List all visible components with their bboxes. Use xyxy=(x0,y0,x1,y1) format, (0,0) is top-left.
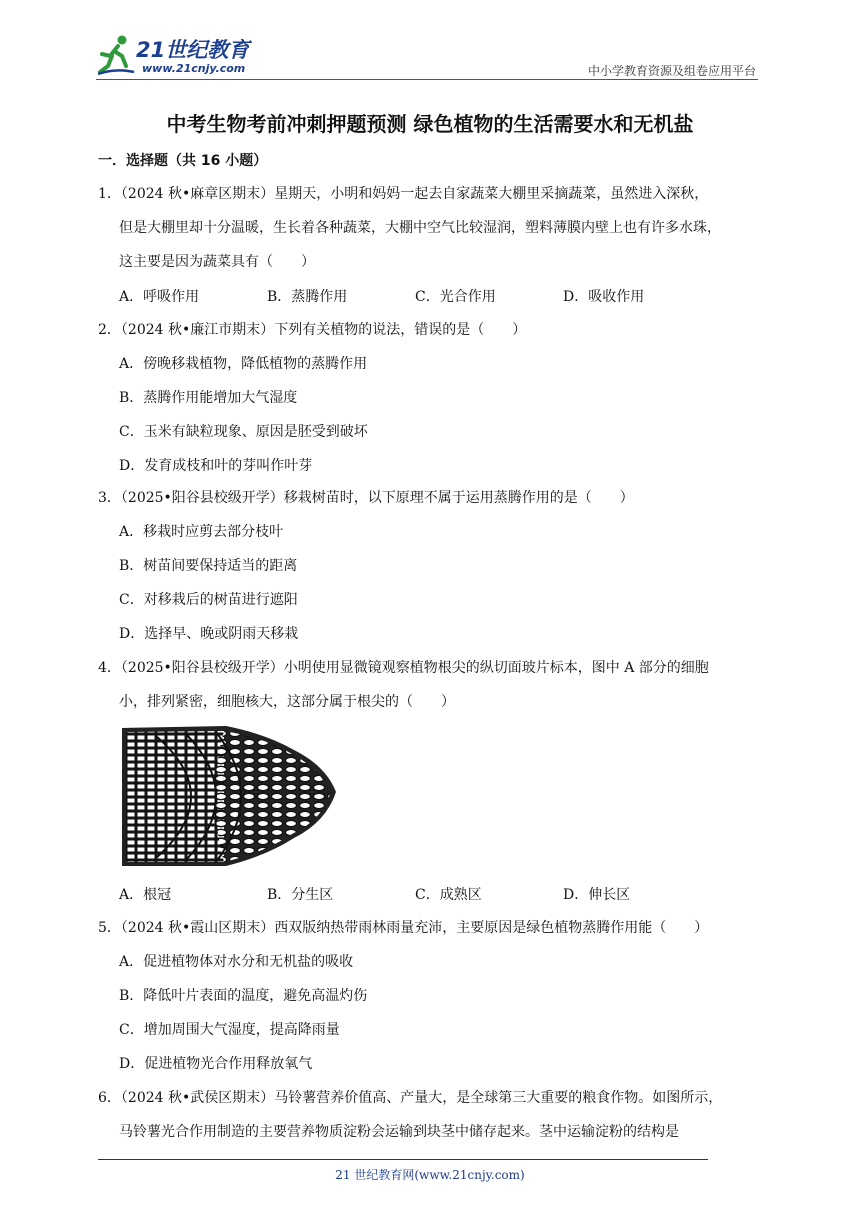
option-b[interactable]: B．分生区 xyxy=(267,887,334,903)
option-c[interactable]: C．玉米有缺粒现象、原因是胚受到破坏 xyxy=(119,424,368,440)
option-b[interactable]: B．蒸腾作用能增加大气湿度 xyxy=(119,390,298,406)
question-6-text: 马铃薯光合作用制造的主要营养物质淀粉会运输到块茎中储存起来。茎中运输淀粉的结构是 xyxy=(119,1124,679,1140)
logo-text: 21世纪教育 xyxy=(136,38,250,62)
question-1-text: 这主要是因为蔬菜具有（ ） xyxy=(119,254,315,270)
option-a[interactable]: A．促进植物体对水分和无机盐的吸收 xyxy=(119,954,354,970)
footer-divider xyxy=(98,1159,708,1160)
logo xyxy=(96,32,266,80)
option-a[interactable]: A．傍晚移栽植物，降低植物的蒸腾作用 xyxy=(119,356,368,372)
question-4-text: 4．（2025•阳谷县校级开学）小明使用显微镜观察植物根尖的纵切面玻片标本，图中 A 部分的细胞 xyxy=(98,660,709,676)
option-b[interactable]: B．蒸腾作用 xyxy=(267,289,348,305)
option-c[interactable]: C．增加周围大气湿度，提高降雨量 xyxy=(119,1022,340,1038)
option-d[interactable]: D．促进植物光合作用释放氧气 xyxy=(119,1056,313,1072)
page-header xyxy=(0,0,860,90)
header-divider xyxy=(96,79,758,80)
runner-logo-icon xyxy=(96,34,136,76)
option-b[interactable]: B．树苗间要保持适当的距离 xyxy=(119,558,298,574)
option-a[interactable]: A．移栽时应剪去部分枝叶 xyxy=(119,524,284,540)
question-1-text: 1．（2024 秋•麻章区期末）星期天，小明和妈妈一起去自家蔬菜大棚里采摘蔬菜，虽然进入深秋， xyxy=(98,186,709,202)
option-d[interactable]: D．选择早、晚或阴雨天移栽 xyxy=(119,626,299,642)
logo-url: www.21cnjy.com xyxy=(142,62,246,75)
question-4-text: 小，排列紧密，细胞核大，这部分属于根尖的（ ） xyxy=(119,694,455,710)
footer-text[interactable]: 21 世纪教育网(www.21cnjy.com) xyxy=(335,1168,525,1182)
page-title: 中考生物考前冲刺押题预测 绿色植物的生活需要水和无机盐 xyxy=(166,112,694,136)
question-4-options xyxy=(119,884,779,904)
option-d[interactable]: D．发育成枝和叶的芽叫作叶芽 xyxy=(119,458,313,474)
section-heading: 一．选择题（共 16 小题） xyxy=(98,153,268,169)
option-c[interactable]: C．成熟区 xyxy=(415,887,482,903)
question-6-text: 6．（2024 秋•武侯区期末）马铃薯营养价值高、产量大，是全球第三大重要的粮食作物。如图所示， xyxy=(98,1090,723,1106)
option-a[interactable]: A．根冠 xyxy=(119,887,172,903)
question-1-options xyxy=(119,286,779,306)
option-a[interactable]: A．呼吸作用 xyxy=(119,289,200,305)
question-1-text: 但是大棚里却十分温暖，生长着各种蔬菜，大棚中空气比较湿润，塑料薄膜内壁上也有许多水珠， xyxy=(119,220,721,236)
question-3-text: 3．（2025•阳谷县校级开学）移栽树苗时，以下原理不属于运用蒸腾作用的是（ ） xyxy=(98,490,634,506)
option-d[interactable]: D．伸长区 xyxy=(563,887,631,903)
root-tip-figure xyxy=(116,720,338,870)
option-b[interactable]: B．降低叶片表面的温度，避免高温灼伤 xyxy=(119,988,368,1004)
option-c[interactable]: C．对移栽后的树苗进行遮阳 xyxy=(119,592,298,608)
platform-name: 中小学教育资源及组卷应用平台 xyxy=(587,64,756,78)
question-5-text: 5．（2024 秋•霞山区期末）西双版纳热带雨林雨量充沛，主要原因是绿色植物蒸腾作用能（ ） xyxy=(98,920,709,936)
option-c[interactable]: C．光合作用 xyxy=(415,289,496,305)
option-d[interactable]: D．吸收作用 xyxy=(563,289,645,305)
question-2-text: 2．（2024 秋•廉江市期末）下列有关植物的说法，错误的是（ ） xyxy=(98,322,527,338)
